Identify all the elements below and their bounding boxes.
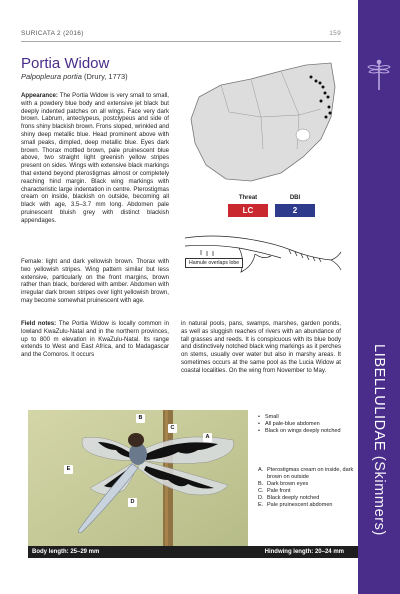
- appearance-female-text: Female: light and dark yellowish brown. Thorax with two yellowish stripes. Wing pattern similar but less extensive, particularly on the front margins, brown rather than black, bordered with amber. Abdomen with irregular dark brown stripes over light yellowish brown, may become somewhat pruinescent with age.: [21, 258, 169, 304]
- journal-name: SURICATA 2 (2016): [21, 30, 84, 37]
- dbi-label: DBI: [289, 195, 301, 201]
- key-feature: • Small: [258, 414, 354, 421]
- appearance-body: The Portia Widow is very small to small, with a powdery blue body and extensive jet black but deeply indented patches on all wings. Face very dark brown. Labrum, anteclypeus, postclypeus and side of frons shiny blackish brown. Frons sloped, wrinkled and shiny deep metallic blue. Head prominent above with small peaks, dimpled, deep metallic blue. Eyes dark brown. Thorax mottled brown, pale pruinescent blue above, two straight light greenish yellow stripes present on sides. Wings with extensive black markings that extend beyond pterostigmas almost or completely reaching hind margin. Black wing markings with characteristic large indentation in centre. Pterostigmas cream on inside, blackish on outside, becoming all black with age, 3.5–3.7 mm long. Abdomen pale pruinescent bluish grey with distinct blackish appendages.: [21, 92, 169, 224]
- photo-marker-b: B: [136, 414, 145, 423]
- appearance-heading: Appearance:: [21, 92, 58, 99]
- field-notes-body-1: The Portia Widow is locally common in lowland KwaZulu-Natal and in the northern provinces, up to 800 m elevation in KwaZulu-Natal. Its range extends to West and East Africa, and to Madagascar and the Comoros. It occurs: [21, 320, 169, 359]
- threat-label: Threat: [238, 195, 258, 201]
- appendage-sketch: [181, 220, 346, 280]
- key-features-list: [258, 414, 354, 435]
- dragonfly-icon: [367, 58, 391, 92]
- measurement-bar: [28, 546, 358, 558]
- appearance-male-text: [21, 92, 169, 225]
- key-feature: • All pale-blue abdomen: [258, 421, 354, 428]
- legend-item-d: D. Black deeply notched: [258, 494, 320, 501]
- legend-item-a: A. Pterostigmas cream on inside, dark brown on outside: [258, 467, 354, 480]
- family-thumb-tab: [358, 0, 400, 594]
- legend-item-b: B. Dark brown eyes: [258, 480, 309, 487]
- dragonfly-photo: [28, 410, 248, 556]
- legend-item-c: C. Pale front: [258, 487, 291, 494]
- field-notes-continued: in natural pools, pans, swamps, marshes, garden ponds, as well as sluggish reaches of rivers with an abundance of tall grasses and reeds. It is conspicuous with its blue body and distinctively notched black wing markings as it perches on stems, usually over water but also in marshy areas. It sometimes occurs at the same pool as the Lucia Widow at coastal localities. On the wing from November to May.: [181, 320, 341, 374]
- family-name: LIBELLULIDAE: [371, 344, 387, 452]
- header-divider: [21, 41, 341, 42]
- identification-panel: [248, 410, 358, 546]
- sketch-caption: Hamule overlaps lobe: [185, 258, 243, 268]
- body-length: Body length: 25–29 mm: [32, 548, 100, 555]
- family-common-name: (Skimmers): [371, 455, 387, 536]
- photo-marker-a: A: [203, 433, 212, 442]
- field-notes-text: [21, 320, 169, 359]
- hindwing-length: Hindwing length: 20–24 mm: [264, 548, 344, 555]
- threat-value-badge: LC: [228, 204, 268, 217]
- species-authority: (Drury, 1773): [83, 72, 128, 81]
- species-common-name: Portia Widow: [21, 55, 110, 72]
- key-feature: • Black on wings deeply notched: [258, 428, 354, 435]
- family-label: [371, 344, 387, 536]
- scientific-name: Palpopleura portia: [21, 72, 82, 81]
- distribution-map: [181, 57, 341, 192]
- photo-marker-c: C: [168, 424, 177, 433]
- photo-marker-e: E: [64, 465, 73, 474]
- legend-item-e: E. Pale pruinescent abdomen: [258, 501, 333, 508]
- species-photo: [28, 410, 248, 556]
- page-number: 159: [329, 30, 341, 37]
- field-notes-heading: Field notes:: [21, 320, 57, 327]
- photo-marker-d: D: [128, 498, 137, 507]
- photo-label-legend: [258, 467, 354, 509]
- species-scientific-name: [21, 72, 128, 81]
- dbi-value-badge: 2: [275, 204, 315, 217]
